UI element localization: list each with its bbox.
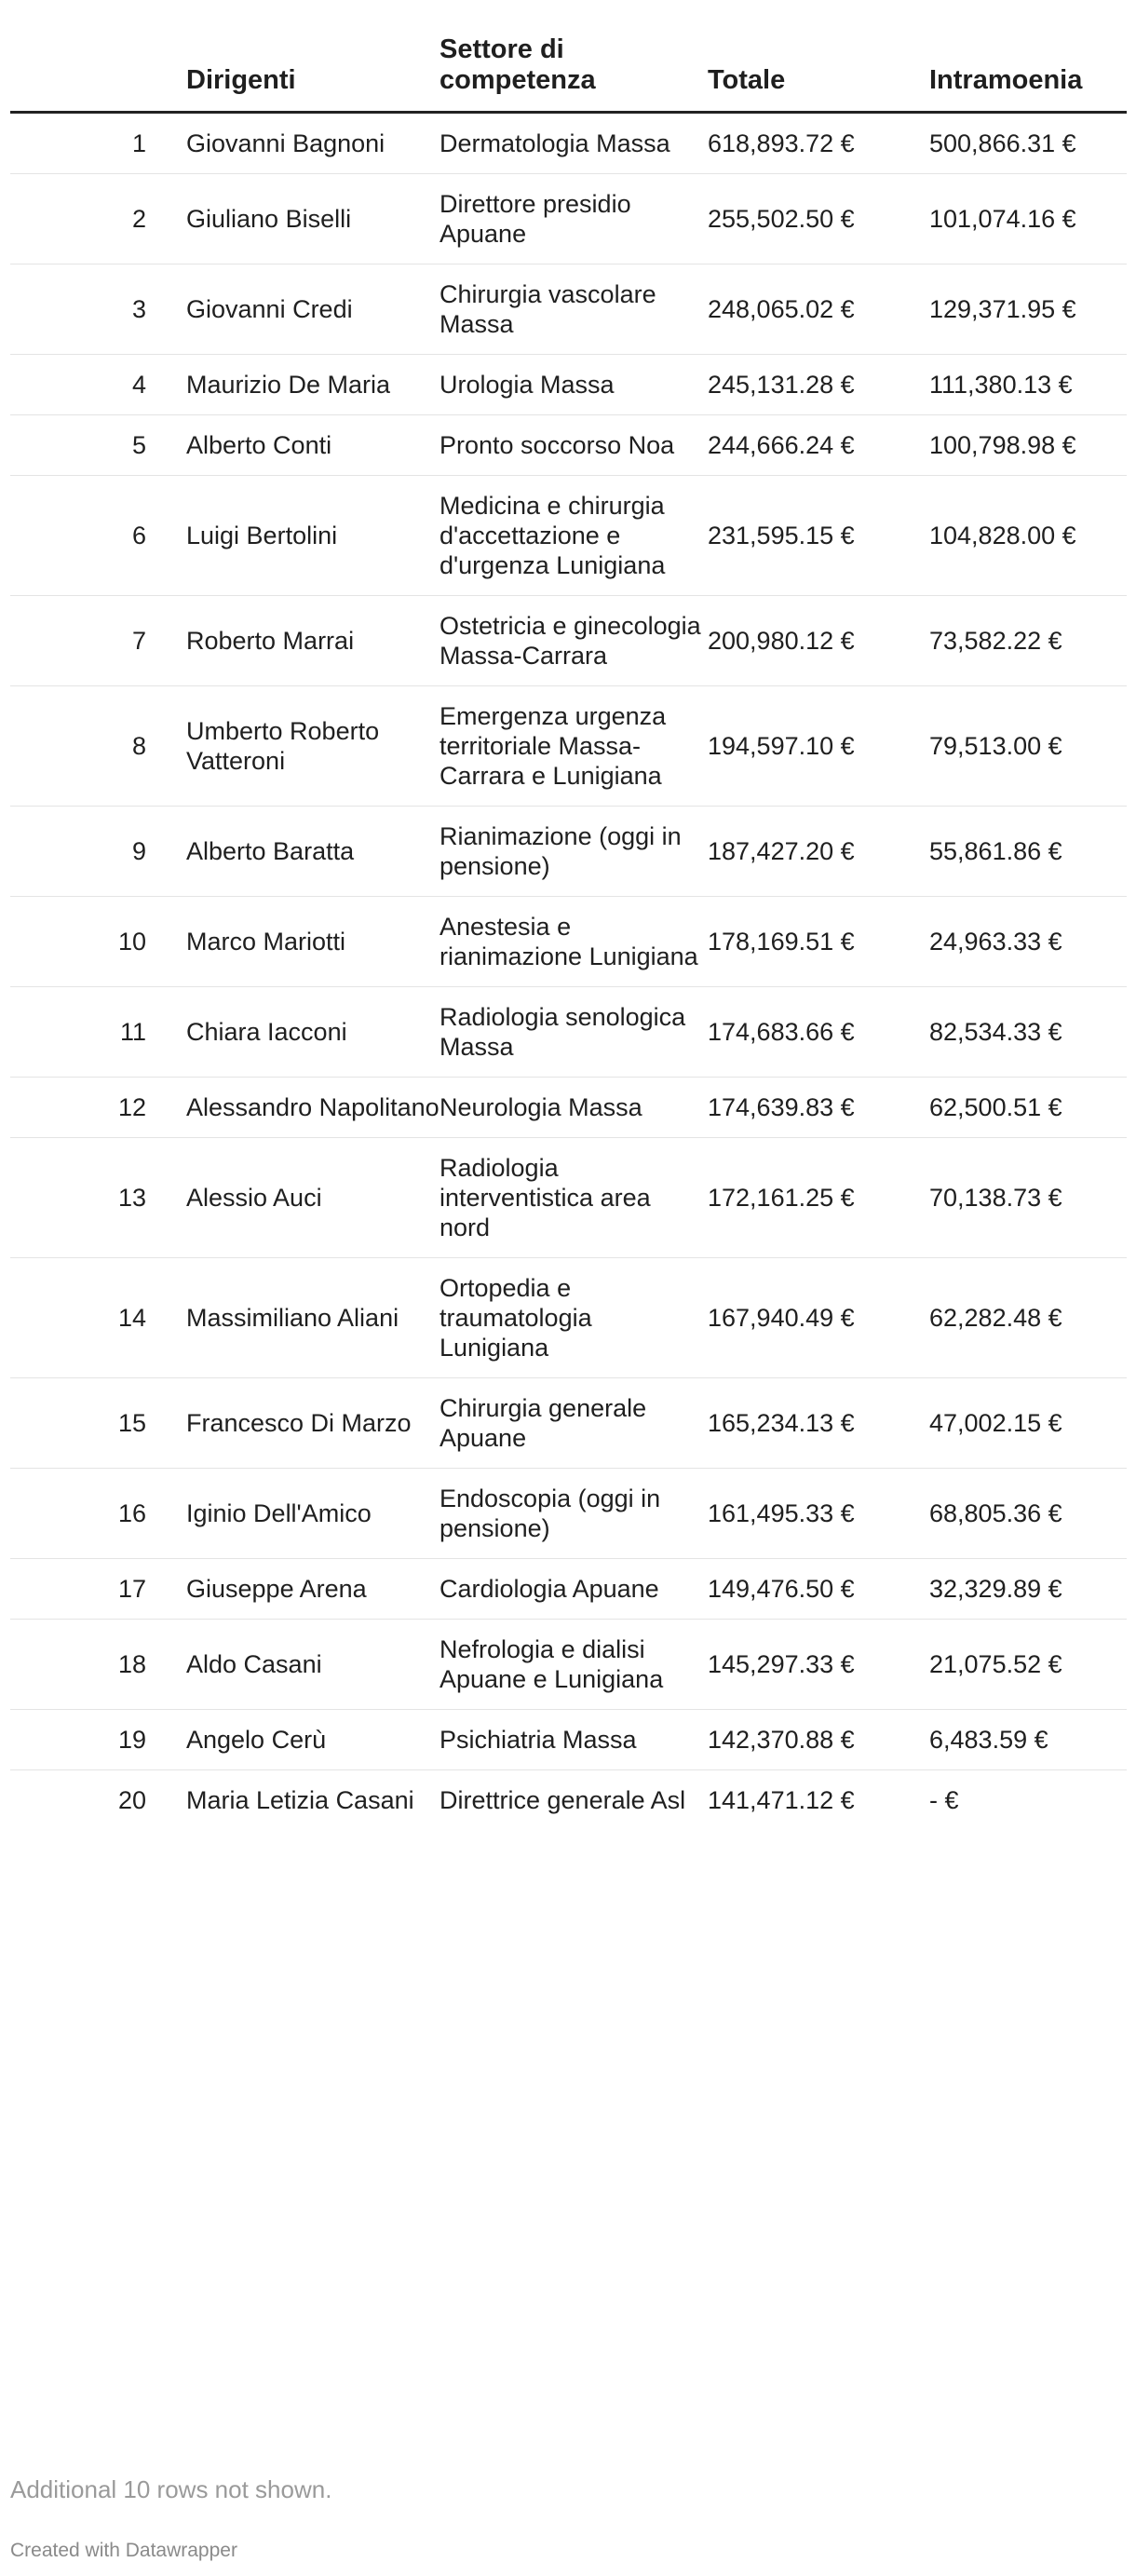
table-row (10, 1769, 1127, 1830)
table-row (10, 1137, 1127, 1257)
cell-totale: 255,502.50 € (708, 173, 929, 264)
cell-rank: 12 (10, 1077, 186, 1137)
cell-totale: 174,683.66 € (708, 986, 929, 1077)
cell-dirigente: Alberto Baratta (186, 806, 440, 896)
cell-dirigente: Angelo Cerù (186, 1709, 440, 1769)
cell-rank: 14 (10, 1257, 186, 1377)
cell-settore: Medicina e chirurgia d'accettazione e d'urgenza Lunigiana (440, 475, 708, 595)
cell-dirigente: Alessandro Napolitano (186, 1077, 440, 1137)
cell-settore: Chirurgia vascolare Massa (440, 264, 708, 354)
cell-totale: 231,595.15 € (708, 475, 929, 595)
table-row (10, 414, 1127, 475)
cell-settore: Ostetricia e ginecologia Massa-Carrara (440, 595, 708, 685)
cell-settore: Rianimazione (oggi in pensione) (440, 806, 708, 896)
cell-dirigente: Chiara Iacconi (186, 986, 440, 1077)
column-header-intramoenia[interactable]: Intramoenia (929, 32, 1127, 112)
table-header-row (10, 32, 1127, 112)
cell-rank: 3 (10, 264, 186, 354)
cell-rank: 8 (10, 685, 186, 806)
cell-totale: 178,169.51 € (708, 896, 929, 986)
cell-totale: 161,495.33 € (708, 1468, 929, 1558)
table-row (10, 354, 1127, 414)
column-header-dirigenti[interactable]: Dirigenti (186, 32, 440, 112)
cell-rank: 2 (10, 173, 186, 264)
cell-intramoenia: 79,513.00 € (929, 685, 1127, 806)
cell-intramoenia: - € (929, 1785, 959, 1814)
cell-totale: 248,065.02 € (708, 264, 929, 354)
cell-intramoenia: 104,828.00 € (929, 475, 1127, 595)
cell-dirigente: Iginio Dell'Amico (186, 1468, 440, 1558)
cell-settore: Endoscopia (oggi in pensione) (440, 1468, 708, 1558)
cell-settore: Pronto soccorso Noa (440, 414, 708, 475)
cell-settore: Psichiatria Massa (440, 1709, 708, 1769)
cell-totale: 141,471.12 € (708, 1785, 855, 1814)
cell-rank: 13 (10, 1137, 186, 1257)
cell-dirigente: Marco Mariotti (186, 896, 440, 986)
table-row (10, 173, 1127, 264)
column-header-rank[interactable] (10, 32, 186, 112)
table-row (10, 475, 1127, 595)
cell-intramoenia: 500,866.31 € (929, 112, 1127, 173)
cell-intramoenia: 82,534.33 € (929, 986, 1127, 1077)
cell-totale: 174,639.83 € (708, 1077, 929, 1137)
cell-dirigente: Luigi Bertolini (186, 475, 440, 595)
cell-rank: 16 (10, 1468, 186, 1558)
cell-rank: 1 (10, 112, 186, 173)
cell-rank: 10 (10, 896, 186, 986)
cell-intramoenia: 62,500.51 € (929, 1077, 1127, 1137)
cell-intramoenia: 68,805.36 € (929, 1468, 1127, 1558)
cell-rank: 7 (10, 595, 186, 685)
table-row (10, 1709, 1127, 1769)
table-row (10, 1558, 1127, 1619)
cell-intramoenia: 21,075.52 € (929, 1619, 1127, 1709)
cell-settore: Radiologia senologica Massa (440, 986, 708, 1077)
cell-intramoenia: 129,371.95 € (929, 264, 1127, 354)
table-row (10, 1257, 1127, 1377)
cell-rank: 17 (10, 1558, 186, 1619)
cell-rank: 11 (10, 986, 186, 1077)
cell-settore: Dermatologia Massa (440, 112, 708, 173)
cell-totale: 142,370.88 € (708, 1709, 929, 1769)
cell-totale: 165,234.13 € (708, 1377, 929, 1468)
cell-dirigente: Maria Letizia Casani (186, 1785, 414, 1814)
table-row (10, 1619, 1127, 1709)
table-row (10, 1077, 1127, 1137)
cell-settore: Chirurgia generale Apuane (440, 1377, 708, 1468)
cell-settore: Ortopedia e traumatologia Lunigiana (440, 1257, 708, 1377)
cell-totale: 194,597.10 € (708, 685, 929, 806)
cell-rank: 6 (10, 475, 186, 595)
cell-dirigente: Alessio Auci (186, 1137, 440, 1257)
cell-dirigente: Aldo Casani (186, 1619, 440, 1709)
data-table (10, 32, 1127, 1830)
cell-rank: 4 (10, 354, 186, 414)
cell-settore: Radiologia interventistica area nord (440, 1137, 708, 1257)
column-header-settore[interactable]: Settore di competenza (440, 32, 708, 112)
cell-intramoenia: 6,483.59 € (929, 1709, 1127, 1769)
cell-settore: Anestesia e rianimazione Lunigiana (440, 896, 708, 986)
cell-intramoenia: 101,074.16 € (929, 173, 1127, 264)
cell-dirigente: Umberto Roberto Vatteroni (186, 685, 440, 806)
cell-rank: 18 (10, 1619, 186, 1709)
cell-intramoenia: 100,798.98 € (929, 414, 1127, 475)
cell-totale: 149,476.50 € (708, 1558, 929, 1619)
cell-dirigente: Massimiliano Aliani (186, 1257, 440, 1377)
table-row (10, 1377, 1127, 1468)
cell-settore: Emergenza urgenza territoriale Massa-Carrara e Lunigiana (440, 685, 708, 806)
column-header-totale[interactable]: Totale (708, 32, 929, 112)
cell-totale: 187,427.20 € (708, 806, 929, 896)
cell-settore: Nefrologia e dialisi Apuane e Lunigiana (440, 1619, 708, 1709)
table-row (10, 986, 1127, 1077)
cell-intramoenia: 24,963.33 € (929, 896, 1127, 986)
cell-dirigente: Francesco Di Marzo (186, 1377, 440, 1468)
cell-intramoenia: 73,582.22 € (929, 595, 1127, 685)
cell-totale: 145,297.33 € (708, 1619, 929, 1709)
cell-intramoenia: 47,002.15 € (929, 1377, 1127, 1468)
cell-dirigente: Roberto Marrai (186, 595, 440, 685)
cell-totale: 245,131.28 € (708, 354, 929, 414)
cell-totale: 618,893.72 € (708, 112, 929, 173)
cell-dirigente: Giuliano Biselli (186, 173, 440, 264)
cell-rank: 20 (117, 1785, 146, 1814)
cell-totale: 244,666.24 € (708, 414, 929, 475)
cell-dirigente: Giovanni Bagnoni (186, 112, 440, 173)
cell-rank: 19 (10, 1709, 186, 1769)
table-row (10, 264, 1127, 354)
table-row (10, 896, 1127, 986)
cell-totale: 167,940.49 € (708, 1257, 929, 1377)
datawrapper-credit: Created with Datawrapper (10, 2540, 237, 2561)
table-row (10, 595, 1127, 685)
cell-dirigente: Alberto Conti (186, 414, 440, 475)
cell-settore: Urologia Massa (440, 354, 708, 414)
table-row (10, 806, 1127, 896)
cell-totale: 200,980.12 € (708, 595, 929, 685)
cell-intramoenia: 55,861.86 € (929, 806, 1127, 896)
cell-intramoenia: 62,282.48 € (929, 1257, 1127, 1377)
table-body (10, 112, 1127, 1830)
cell-settore: Direttore presidio Apuane (440, 173, 708, 264)
cell-intramoenia: 111,380.13 € (929, 354, 1127, 414)
cell-settore: Neurologia Massa (440, 1077, 708, 1137)
table-row (10, 1468, 1127, 1558)
cell-rank: 5 (10, 414, 186, 475)
cell-settore: Cardiologia Apuane (440, 1558, 708, 1619)
cell-dirigente: Giovanni Credi (186, 264, 440, 354)
cell-intramoenia: 32,329.89 € (929, 1558, 1127, 1619)
cell-dirigente: Giuseppe Arena (186, 1558, 440, 1619)
cell-rank: 9 (10, 806, 186, 896)
cell-totale: 172,161.25 € (708, 1137, 929, 1257)
cell-settore: Direttrice generale Asl (440, 1785, 686, 1814)
table-row (10, 685, 1127, 806)
table-row (10, 112, 1127, 173)
cell-dirigente: Maurizio De Maria (186, 354, 440, 414)
cell-intramoenia: 70,138.73 € (929, 1137, 1127, 1257)
cell-rank: 15 (10, 1377, 186, 1468)
table-notes: Additional 10 rows not shown. (10, 2475, 332, 2503)
